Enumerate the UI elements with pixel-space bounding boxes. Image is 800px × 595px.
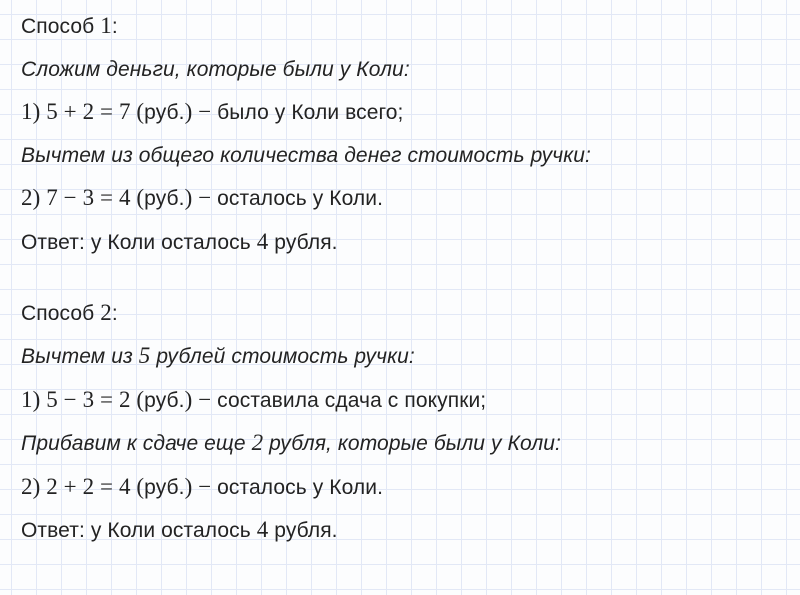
method-1-explanation-1 <box>21 57 800 83</box>
method-2-step-2-text: осталось у Коли. <box>217 475 384 499</box>
method-2-explanation-1-text: рублей стоимость ручки: <box>150 345 415 368</box>
method-2-step-2-text: руб. <box>144 475 185 499</box>
method-1-step-1-text: 1) 5 + 2 = 7 ( <box>21 99 145 124</box>
method-2-step-2 <box>21 474 800 501</box>
method-1-step-2-text: ) − <box>184 185 218 210</box>
method-2-answer-text: Ответ: у Коли осталось <box>21 519 257 542</box>
method-1-explanation-1-text: Сложим деньги, которые были у Коли: <box>21 57 410 81</box>
method-1-heading-text: : <box>111 15 118 38</box>
method-2-step-1-text: руб. <box>144 388 185 412</box>
method-1-explanation-2 <box>21 143 800 169</box>
method-2-explanation-2-text: 2 <box>251 430 264 455</box>
method-2-explanation-1-text: 5 <box>138 343 151 368</box>
method-2-explanation-2 <box>21 430 800 457</box>
method-1-heading-text: 1 <box>100 13 112 38</box>
method-2-explanation-1-text: Вычтем из <box>21 345 139 368</box>
method-1-explanation-2-text: Вычтем из общего количества денег стоимость ручки: <box>21 143 591 167</box>
method-2-step-1-text: ) − <box>184 386 218 412</box>
method-1-step-1 <box>21 99 800 126</box>
method-2-heading <box>21 300 800 327</box>
method-1-step-2 <box>21 185 800 212</box>
method-2-step-1 <box>21 387 800 414</box>
method-1-step-1-text: руб. <box>144 101 185 124</box>
method-1-step-2-text: осталось у Коли. <box>217 187 384 210</box>
method-2-heading-text: : <box>111 301 118 325</box>
method-1-heading <box>21 13 800 40</box>
method-2-step-1-text: 1) 5 − 3 = 2 ( <box>21 386 145 412</box>
method-2-explanation-2-text: рубля, которые были у Коли: <box>263 432 561 455</box>
method-2-answer <box>21 517 800 544</box>
method-2-explanation-1 <box>21 343 800 370</box>
method-2 <box>21 300 800 545</box>
method-1-heading-text: Способ <box>21 15 101 38</box>
method-1 <box>21 13 800 256</box>
method-2-explanation-2-text: Прибавим к сдаче еще <box>21 432 252 455</box>
method-2-answer-text: рубля. <box>268 519 338 542</box>
method-1-answer-text: рубля. <box>268 230 338 254</box>
method-1-step-1-text: было у Коли всего; <box>217 101 404 124</box>
method-1-answer-text: Ответ: у Коли осталось <box>21 230 257 254</box>
method-2-answer-text: 4 <box>256 517 269 542</box>
method-2-step-2-text: 2) 2 + 2 = 4 ( <box>21 473 145 499</box>
method-2-heading-text: Способ <box>21 301 101 325</box>
method-2-step-2-text: ) − <box>184 473 218 499</box>
method-1-answer-text: 4 <box>256 228 269 254</box>
method-2-step-1-text: составила сдача с покупки; <box>217 388 487 412</box>
method-1-answer <box>21 229 800 256</box>
method-2-heading-text: 2 <box>100 299 112 325</box>
method-1-step-2-text: 2) 7 − 3 = 4 ( <box>21 185 145 210</box>
method-1-step-2-text: руб. <box>144 187 185 210</box>
method-1-step-1-text: ) − <box>184 99 218 124</box>
